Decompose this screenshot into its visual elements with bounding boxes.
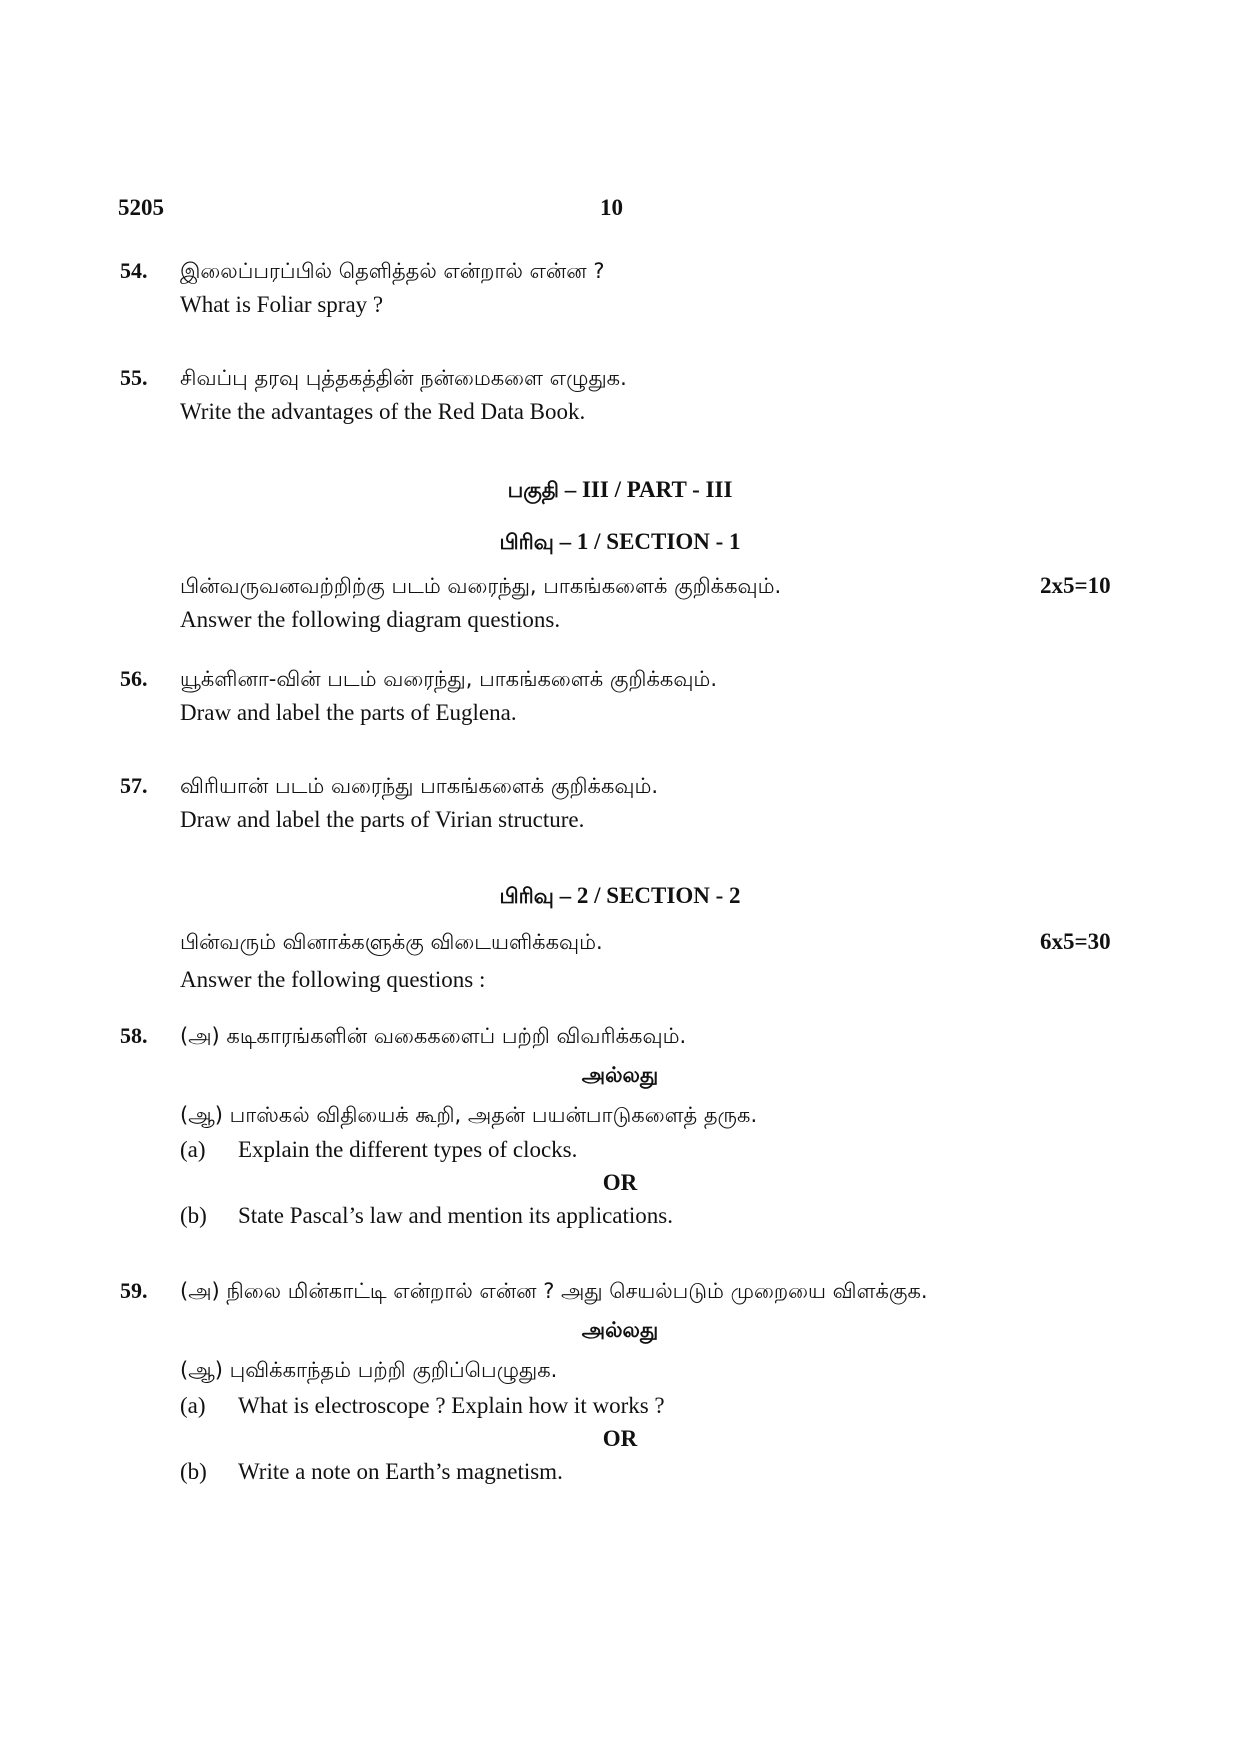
or-tamil: அல்லது bbox=[581, 1318, 659, 1342]
option-b-tamil: (ஆ) புவிக்காந்தம் பற்றி குறிப்பெழுதுக. bbox=[180, 1358, 558, 1382]
section-2-heading bbox=[0, 881, 1240, 911]
section-heading-tamil: பிரிவு bbox=[499, 530, 554, 554]
part-heading bbox=[0, 475, 1240, 505]
question-number: 54. bbox=[120, 258, 148, 283]
option-a-tamil: (அ) நிலை மின்காட்டி என்றால் என்ன ? அது செயல்படும் முறையை விளக்குக. bbox=[180, 1279, 928, 1303]
question-number: 56. bbox=[120, 666, 148, 691]
section-2-marks: 6x5=30 bbox=[1040, 929, 1111, 954]
option-a-text: What is electroscope ? Explain how it works ? bbox=[238, 1393, 665, 1418]
part-heading-tamil: பகுதி bbox=[507, 478, 559, 502]
option-b-text: Write a note on Earth’s magnetism. bbox=[238, 1459, 563, 1484]
question-text-english: Draw and label the parts of Euglena. bbox=[180, 700, 517, 725]
question-text-english: What is Foliar spray ? bbox=[180, 292, 384, 317]
question-text-tamil: சிவப்பு தரவு புத்தகத்தின் நன்மைகளை எழுதுக. bbox=[180, 366, 627, 390]
section-1-heading bbox=[0, 527, 1240, 557]
option-b-tamil: (ஆ) பாஸ்கல் விதியைக் கூறி, அதன் பயன்பாடுகளைத் தருக. bbox=[180, 1103, 758, 1127]
section-2-instruction-english: Answer the following questions : bbox=[180, 967, 486, 992]
question-number: 58. bbox=[120, 1023, 148, 1048]
option-b-label: (b) bbox=[180, 1203, 207, 1228]
section-heading-english: – 1 / SECTION - 1 bbox=[553, 529, 741, 554]
option-b-label: (b) bbox=[180, 1459, 207, 1484]
or-tamil: அல்லது bbox=[581, 1063, 659, 1087]
option-a-tamil: (அ) கடிகாரங்களின் வகைகளைப் பற்றி விவரிக்கவும். bbox=[180, 1024, 687, 1048]
section-heading-tamil: பிரிவு bbox=[499, 884, 554, 908]
question-number: 59. bbox=[120, 1278, 148, 1303]
question-number: 57. bbox=[120, 773, 148, 798]
section-1-instruction-tamil: பின்வருவனவற்றிற்கு படம் வரைந்து, பாகங்களைக் குறிக்கவும். bbox=[180, 574, 782, 598]
question-text-tamil: விரியான் படம் வரைந்து பாகங்களைக் குறிக்கவும். bbox=[180, 774, 659, 798]
section-2-instruction-tamil: பின்வரும் வினாக்களுக்கு விடையளிக்கவும். bbox=[180, 930, 603, 954]
or-english: OR bbox=[602, 1170, 638, 1195]
section-heading-english: – 2 / SECTION - 2 bbox=[553, 883, 741, 908]
option-a-label: (a) bbox=[180, 1393, 206, 1418]
question-text-tamil: இலைப்பரப்பில் தெளித்தல் என்றால் என்ன ? bbox=[180, 259, 605, 283]
question-text-tamil: யூக்ளினா-வின் படம் வரைந்து, பாகங்களைக் குறிக்கவும். bbox=[180, 667, 718, 691]
option-b-text: State Pascal’s law and mention its applications. bbox=[238, 1203, 674, 1228]
section-1-marks: 2x5=10 bbox=[1040, 573, 1111, 598]
or-english: OR bbox=[602, 1426, 638, 1451]
option-a-label: (a) bbox=[180, 1137, 206, 1162]
option-a-text: Explain the different types of clocks. bbox=[238, 1137, 578, 1162]
page-number: 10 bbox=[600, 195, 623, 220]
paper-code: 5205 bbox=[118, 195, 164, 220]
section-1-instruction-english: Answer the following diagram questions. bbox=[180, 607, 561, 632]
question-text-english: Write the advantages of the Red Data Book. bbox=[180, 399, 586, 424]
question-number: 55. bbox=[120, 365, 148, 390]
question-text-english: Draw and label the parts of Virian structure. bbox=[180, 807, 585, 832]
part-heading-english: – III / PART - III bbox=[558, 477, 733, 502]
